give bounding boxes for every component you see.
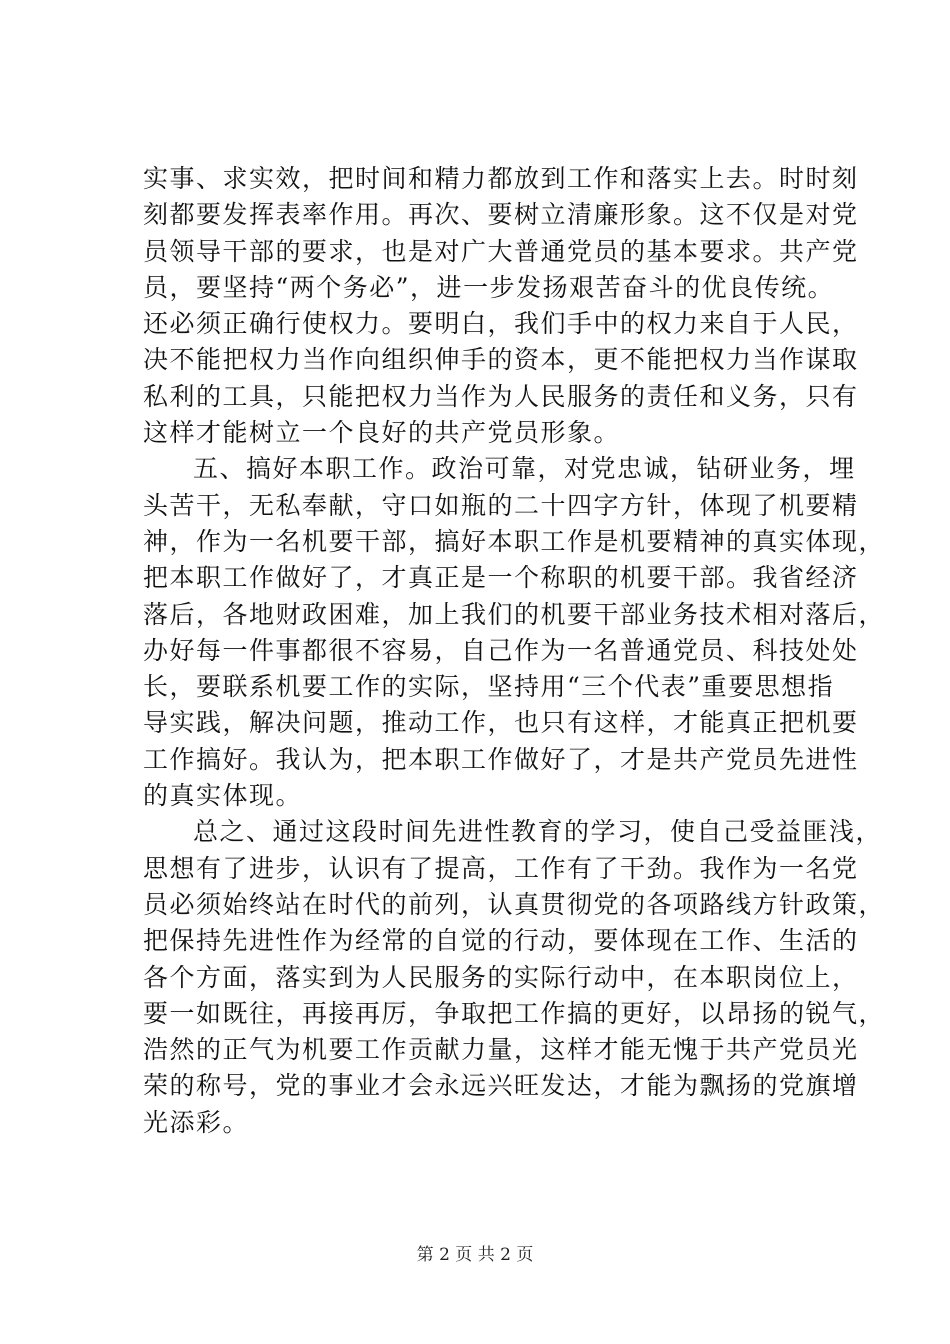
text-line: 总之、通过这段时间先进性教育的学习，使自己受益匪浅， [193, 817, 883, 847]
text-line: 实事、求实效，把时间和精力都放到工作和落实上去。时时刻 [143, 164, 859, 193]
text-line: 把本职工作做好了，才真正是一个称职的机要干部。我省经济 [143, 563, 859, 593]
text-line: 这样才能树立一个良好的共产党员形象。 [143, 418, 621, 448]
text-line: 各个方面，落实到为人民服务的实际行动中，在本职岗位上， [143, 962, 859, 992]
text-line: 的真实体现。 [143, 781, 303, 811]
text-line: 员，要坚持“两个务必”，进一步发扬艰苦奋斗的优良传统。 [143, 272, 835, 302]
text-line: 神，作为一名机要干部，搞好本职工作是机要精神的真实体现， [143, 526, 886, 556]
paragraph [143, 161, 859, 451]
text-line: 决不能把权力当作向组织伸手的资本，更不能把权力当作谋取 [143, 345, 859, 375]
text-line: 私利的工具，只能把权力当作为人民服务的责任和义务，只有 [143, 381, 859, 411]
page-footer: 第 2 页 共 2 页 [416, 1245, 534, 1265]
text-line: 还必须正确行使权力。要明白，我们手中的权力来自于人民， [143, 309, 859, 339]
text-line: 长，要联系机要工作的实际，坚持用“三个代表”重要思想指 [143, 672, 835, 702]
text-line: 工作搞好。我认为，把本职工作做好了，才是共产党员先进性 [143, 744, 859, 774]
text-line: 员领导干部的要求，也是对广大普通党员的基本要求。共产党 [143, 236, 859, 266]
text-line: 导实践，解决问题，推动工作，也只有这样，才能真正把机要 [143, 708, 859, 738]
text-line: 要一如既往，再接再厉，争取把工作搞的更好，以昂扬的锐气， [143, 998, 886, 1028]
text-line: 思想有了进步，认识有了提高，工作有了干劲。我作为一名党 [143, 853, 859, 883]
text-line: 荣的称号，党的事业才会永远兴旺发达，才能为飘扬的党旗增 [143, 1071, 859, 1101]
text-line: 落后，各地财政困难，加上我们的机要干部业务技术相对落后， [143, 599, 886, 629]
text-line: 五、搞好本职工作。政治可靠，对党忠诚，钻研业务，埋 [193, 454, 856, 484]
text-line: 办好每一件事都很不容易，自己作为一名普通党员、科技处处 [143, 635, 859, 665]
paragraph [143, 451, 886, 814]
text-line: 员必须始终站在时代的前列，认真贯彻党的各项路线方针政策， [143, 889, 886, 919]
text-line: 光添彩。 [143, 1107, 250, 1137]
document-body [143, 161, 886, 1141]
text-line: 刻都要发挥表率作用。再次、要树立清廉形象。这不仅是对党 [143, 200, 859, 230]
paragraph [143, 814, 886, 1141]
text-line: 头苦干，无私奉献，守口如瓶的二十四字方针，体现了机要精 [143, 490, 859, 520]
text-line: 把保持先进性作为经常的自觉的行动，要体现在工作、生活的 [143, 926, 859, 956]
text-line: 浩然的正气为机要工作贡献力量，这样才能无愧于共产党员光 [143, 1035, 859, 1065]
